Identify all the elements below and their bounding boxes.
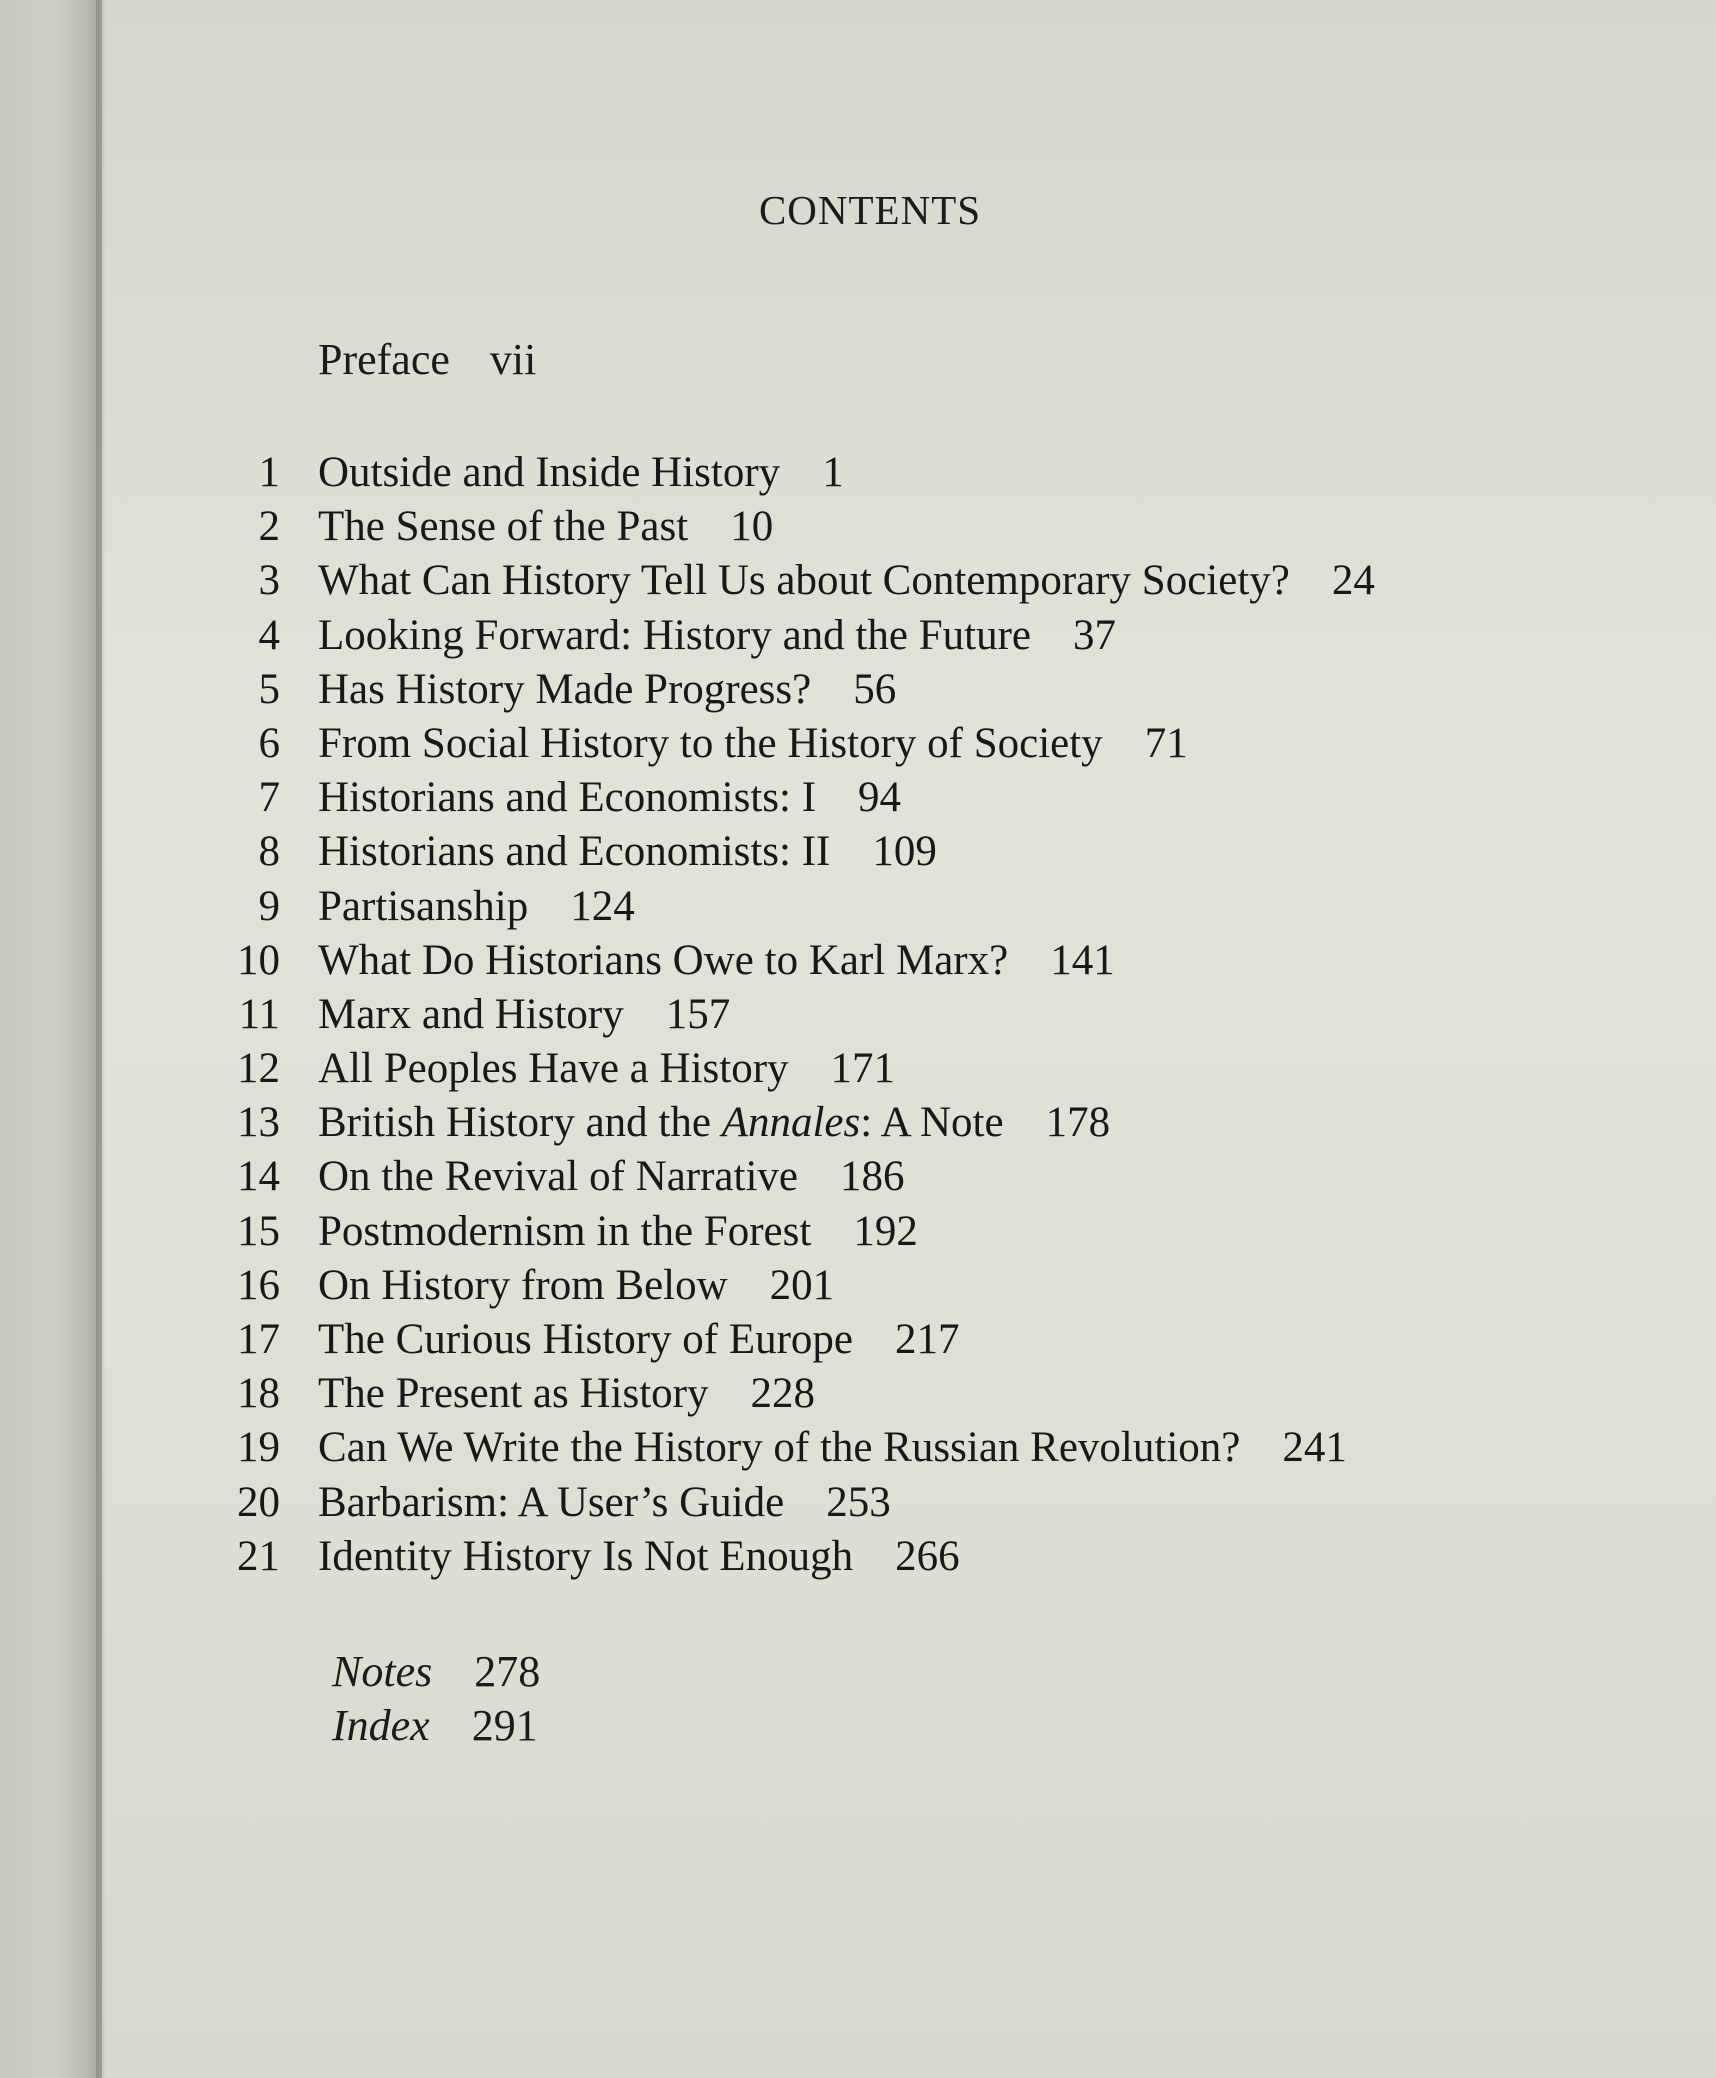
chapter-number: 1 <box>258 449 280 496</box>
chapter-page: 241 <box>1282 1424 1347 1472</box>
chapter-title: Identity History Is Not Enough <box>318 1532 854 1580</box>
chapter-page: 141 <box>1050 936 1115 984</box>
chapter-page: 228 <box>750 1370 816 1418</box>
toc-entry-4 <box>186 609 1506 663</box>
chapter-number: 5 <box>258 665 280 713</box>
chapter-title: What Do Historians Owe to Karl Marx? <box>318 936 1009 984</box>
chapter-number: 21 <box>237 1532 280 1580</box>
page-title: CONTENTS <box>758 187 982 233</box>
toc-entry-7 <box>186 771 1506 825</box>
toc-entry-5 <box>186 663 1506 717</box>
book-gutter <box>0 0 102 2078</box>
chapter-page: 71 <box>1144 719 1188 767</box>
chapter-title: Can We Write the History of the Russian Revolution? <box>318 1424 1241 1472</box>
chapter-title: Outside and Inside History <box>318 449 781 496</box>
chapter-number: 14 <box>237 1153 280 1201</box>
chapter-page: 186 <box>840 1153 905 1201</box>
chapter-title: The Sense of the Past <box>318 503 689 551</box>
chapter-page: 178 <box>1045 1099 1111 1147</box>
toc-entry-16 <box>186 1259 1506 1313</box>
index-label: Index <box>332 1701 430 1750</box>
chapter-page: 109 <box>872 828 937 876</box>
chapter-page: 192 <box>853 1207 918 1255</box>
chapter-title: The Present as History <box>318 1370 709 1418</box>
chapter-page: 124 <box>570 882 635 930</box>
toc-entry-9 <box>186 880 1506 934</box>
chapter-number: 9 <box>258 882 280 930</box>
chapter-title: Looking Forward: History and the Future <box>318 611 1031 659</box>
chapter-number: 2 <box>258 503 280 551</box>
chapter-title: The Curious History of Europe <box>318 1316 854 1363</box>
toc-entry-17 <box>186 1313 1506 1367</box>
chapter-page: 171 <box>830 1045 896 1093</box>
toc-notes <box>332 1645 540 1699</box>
chapter-title: Marx and History <box>318 990 624 1038</box>
chapter-number: 18 <box>237 1370 280 1418</box>
chapter-page: 253 <box>826 1478 891 1526</box>
toc-entry-1 <box>186 446 1506 500</box>
toc-entry-13 <box>186 1096 1506 1150</box>
chapter-number: 13 <box>237 1099 280 1147</box>
chapter-title: Historians and Economists: II <box>318 828 831 876</box>
preface-label: Preface <box>318 335 450 384</box>
chapter-page: 37 <box>1073 611 1116 659</box>
chapter-number: 17 <box>237 1316 280 1363</box>
back-matter <box>332 1645 540 1753</box>
chapter-number: 3 <box>258 557 280 605</box>
chapter-page: 94 <box>858 774 902 822</box>
toc-entry-6 <box>186 717 1506 771</box>
chapter-title-italic: Annales <box>721 1099 861 1147</box>
table-of-contents <box>186 446 1506 1584</box>
chapter-page: 1 <box>822 449 844 496</box>
chapter-page: 266 <box>895 1532 960 1580</box>
chapter-title: Has History Made Progress? <box>318 665 812 713</box>
notes-label: Notes <box>332 1647 433 1696</box>
chapter-number: 10 <box>237 936 280 984</box>
chapter-number: 4 <box>258 611 280 659</box>
chapter-page: 10 <box>730 503 774 551</box>
chapter-page: 201 <box>769 1261 835 1309</box>
toc-entry-21 <box>186 1530 1506 1584</box>
toc-entry-19 <box>186 1421 1506 1475</box>
index-page: 291 <box>471 1701 538 1750</box>
chapter-title: Partisanship <box>318 882 529 930</box>
toc-entry-18 <box>186 1367 1506 1421</box>
toc-index <box>332 1699 540 1753</box>
chapter-title: Barbarism: A User’s Guide <box>318 1478 785 1526</box>
chapter-page: 56 <box>853 665 897 713</box>
toc-entry-11 <box>186 988 1506 1042</box>
chapter-title: All Peoples Have a History <box>318 1045 789 1093</box>
chapter-page: 217 <box>895 1316 960 1363</box>
chapter-number: 16 <box>237 1261 280 1309</box>
chapter-number: 12 <box>237 1045 280 1093</box>
toc-preface <box>318 334 536 385</box>
notes-page: 278 <box>474 1647 541 1696</box>
toc-entry-2 <box>186 500 1506 554</box>
toc-entry-10 <box>186 934 1506 988</box>
toc-entry-20 <box>186 1476 1506 1530</box>
toc-entry-15 <box>186 1205 1506 1259</box>
chapter-title-post: : A Note <box>860 1099 1004 1147</box>
chapter-title-pre: British History and the <box>318 1099 722 1147</box>
chapter-number: 7 <box>258 774 280 822</box>
chapter-number: 15 <box>237 1207 280 1255</box>
chapter-title: On History from Below <box>318 1261 728 1309</box>
toc-entry-14 <box>186 1150 1506 1204</box>
chapter-title: On the Revival of Narrative <box>318 1153 798 1201</box>
chapter-title: Historians and Economists: I <box>318 774 817 822</box>
chapter-number: 6 <box>258 719 280 767</box>
chapter-number: 11 <box>238 990 280 1038</box>
toc-entry-3 <box>186 554 1506 608</box>
chapter-number: 19 <box>237 1424 280 1472</box>
chapter-page: 24 <box>1331 557 1375 605</box>
preface-page: vii <box>489 335 537 384</box>
chapter-number: 20 <box>237 1478 280 1526</box>
chapter-page: 157 <box>665 990 731 1038</box>
chapter-title: From Social History to the History of Society <box>318 719 1103 767</box>
toc-entry-8 <box>186 825 1506 879</box>
chapter-title: Postmodernism in the Forest <box>318 1207 812 1255</box>
chapter-title: What Can History Tell Us about Contemporary Society? <box>318 557 1290 605</box>
gutter-shadow <box>96 0 106 2078</box>
chapter-number: 8 <box>258 828 280 876</box>
toc-entry-12 <box>186 1042 1506 1096</box>
